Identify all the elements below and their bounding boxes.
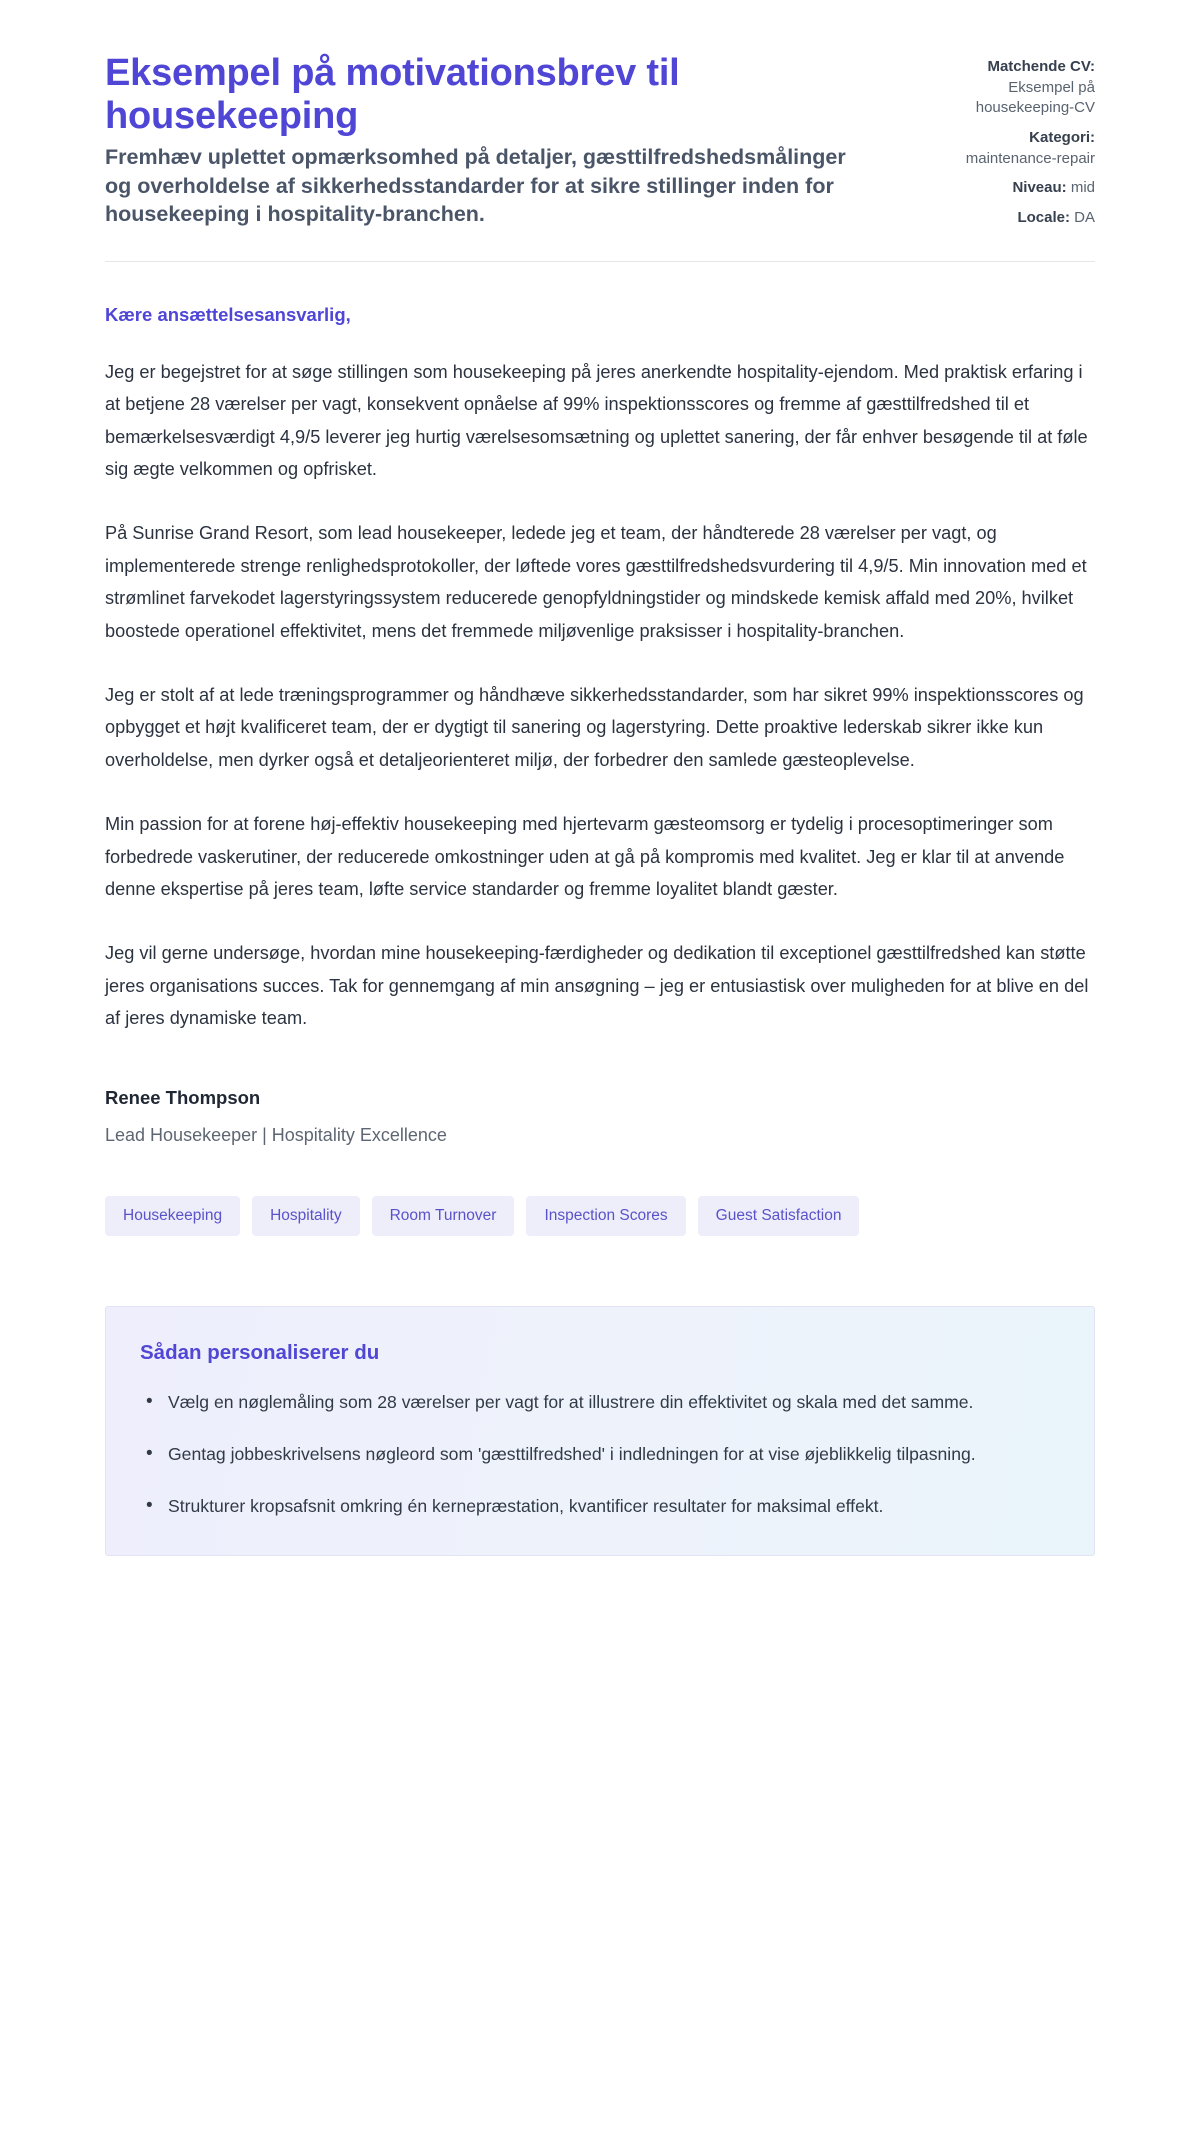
signature-name: Renee Thompson bbox=[105, 1086, 261, 1108]
tag-chip[interactable]: Inspection Scores bbox=[526, 1196, 685, 1236]
letter-paragraph: Jeg er begejstret for at søge stillingen som housekeeping på jeres anerkendte hospitality-ejendom. Med praktisk erfaring i at betjene 28 værelser per vagt, konsekvent opnåelse af 99% inspektionsscores og fremme af gæsttilfredshed til et bemærkelsesværdigt 4,9/5 leverer jeg hurtig værelsesomsætning og uplettet sanering, der får enhver besøgende til at føle sig ægte velkommen og opfrisket. bbox=[105, 361, 1088, 480]
metadata-panel bbox=[935, 52, 1095, 229]
metadata-row-level bbox=[935, 178, 1095, 199]
letter-paragraph: Min passion for at forene høj-effektiv housekeeping med hjertevarm gæsteomsorg er tydelig i procesoptimeringer som forbedrede vaskerutiner, der reducerede omkostninger uden at gå på kompromis med kvalitet. Jeg er klar til at anvende denne ekspertise på jeres team, løfte service standarder og fremme loyalitet blandt gæster. bbox=[105, 814, 1065, 899]
metadata-value: mid bbox=[1070, 179, 1095, 197]
tag-chip[interactable]: Housekeeping bbox=[105, 1196, 240, 1236]
tips-list-item: • Vælg en nøglemåling som 28 værelser per vagt for at illustrere din effektivitet og skala med det samme. bbox=[140, 1387, 1054, 1417]
metadata-value: Eksempel på housekeeping-CV bbox=[975, 78, 1095, 117]
tips-list-item: • Gentag jobbeskrivelsens nøgleord som 'gæsttilfredshed' i indledningen for at vise øjeblikkelig tilpasning. bbox=[140, 1439, 1054, 1469]
letter-greeting: Kære ansættelsesansvarlig, bbox=[105, 303, 351, 325]
cover-letter-body bbox=[105, 262, 1095, 1035]
signature-block bbox=[105, 1035, 1095, 1146]
metadata-label: Locale: bbox=[1017, 209, 1070, 227]
personalization-tips-callout bbox=[105, 1306, 1095, 1557]
letter-paragraph: Jeg vil gerne undersøge, hvordan mine housekeeping-færdigheder og dedikation til exceptionel gæsttilfredshed kan støtte jeres organisations succes. Tak for gennemgang af min ansøgning – jeg er entusiastisk over muligheden for at blive en del af jeres dynamiske team. bbox=[105, 943, 1089, 1029]
tag-list bbox=[105, 1146, 1095, 1236]
tips-list bbox=[140, 1387, 1054, 1522]
tips-title: Sådan personaliserer du bbox=[140, 1340, 380, 1364]
tag-chip[interactable]: Guest Satisfaction bbox=[698, 1196, 860, 1236]
letter-paragraph: På Sunrise Grand Resort, som lead housekeeper, ledede jeg et team, der håndterede 28 værelser per vagt, og implementerede strenge renlighedsprotokoller, der løftede vores gæsttilfredshedsvurdering til 4,9/5. Min innovation med et strømlinet farvekodet lagerstyringssystem reducerede genopfyldningstider og mindskede kemisk affald med 20%, hvilket boostede operationel effektivitet, mens det fremmede miljøvenlige praksisser i hospitality-branchen. bbox=[105, 523, 1087, 641]
metadata-value: DA bbox=[1074, 209, 1095, 227]
document-header bbox=[105, 52, 1095, 229]
header-text-block bbox=[105, 52, 875, 229]
metadata-row-matching-cv bbox=[935, 57, 1095, 119]
tag-chip[interactable]: Room Turnover bbox=[372, 1196, 515, 1236]
letter-paragraph: Jeg er stolt af at lede træningsprogrammer og håndhæve sikkerhedsstandarder, som har sikret 99% inspektionsscores og opbygget et højt kvalificeret team, der er dygtigt til sanering og lagerstyring. Dette proaktive lederskab sikrer ikke kun overholdelse, men dyrker også et detaljeorienteret miljø, der forbedrer den samlede gæsteoplevelse. bbox=[105, 685, 1084, 770]
metadata-row-locale bbox=[935, 208, 1095, 229]
metadata-label: Matchende CV: bbox=[987, 58, 1095, 75]
tips-list-item: • Strukturer kropsafsnit omkring én kernepræstation, kvantificer resultater for maksimal effekt. bbox=[140, 1491, 1054, 1521]
signature-role: Lead Housekeeper | Hospitality Excellence bbox=[105, 1124, 447, 1145]
tag-chip[interactable]: Hospitality bbox=[252, 1196, 360, 1236]
metadata-label: Niveau: bbox=[1012, 179, 1067, 197]
metadata-row-category bbox=[935, 128, 1095, 169]
page-title: Eksempel på motivationsbrev til housekeeping bbox=[105, 52, 680, 137]
document-content bbox=[105, 0, 1095, 1556]
metadata-value: maintenance-repair bbox=[965, 149, 1095, 167]
page-subtitle: Fremhæv uplettet opmærksomhed på detaljer, gæsttilfredshedsmålinger og overholdelse af sikkerhedsstandarder for at sikre stillinger inden for housekeeping i hospitality-branchen. bbox=[105, 145, 846, 227]
metadata-label: Kategori: bbox=[1029, 129, 1095, 147]
